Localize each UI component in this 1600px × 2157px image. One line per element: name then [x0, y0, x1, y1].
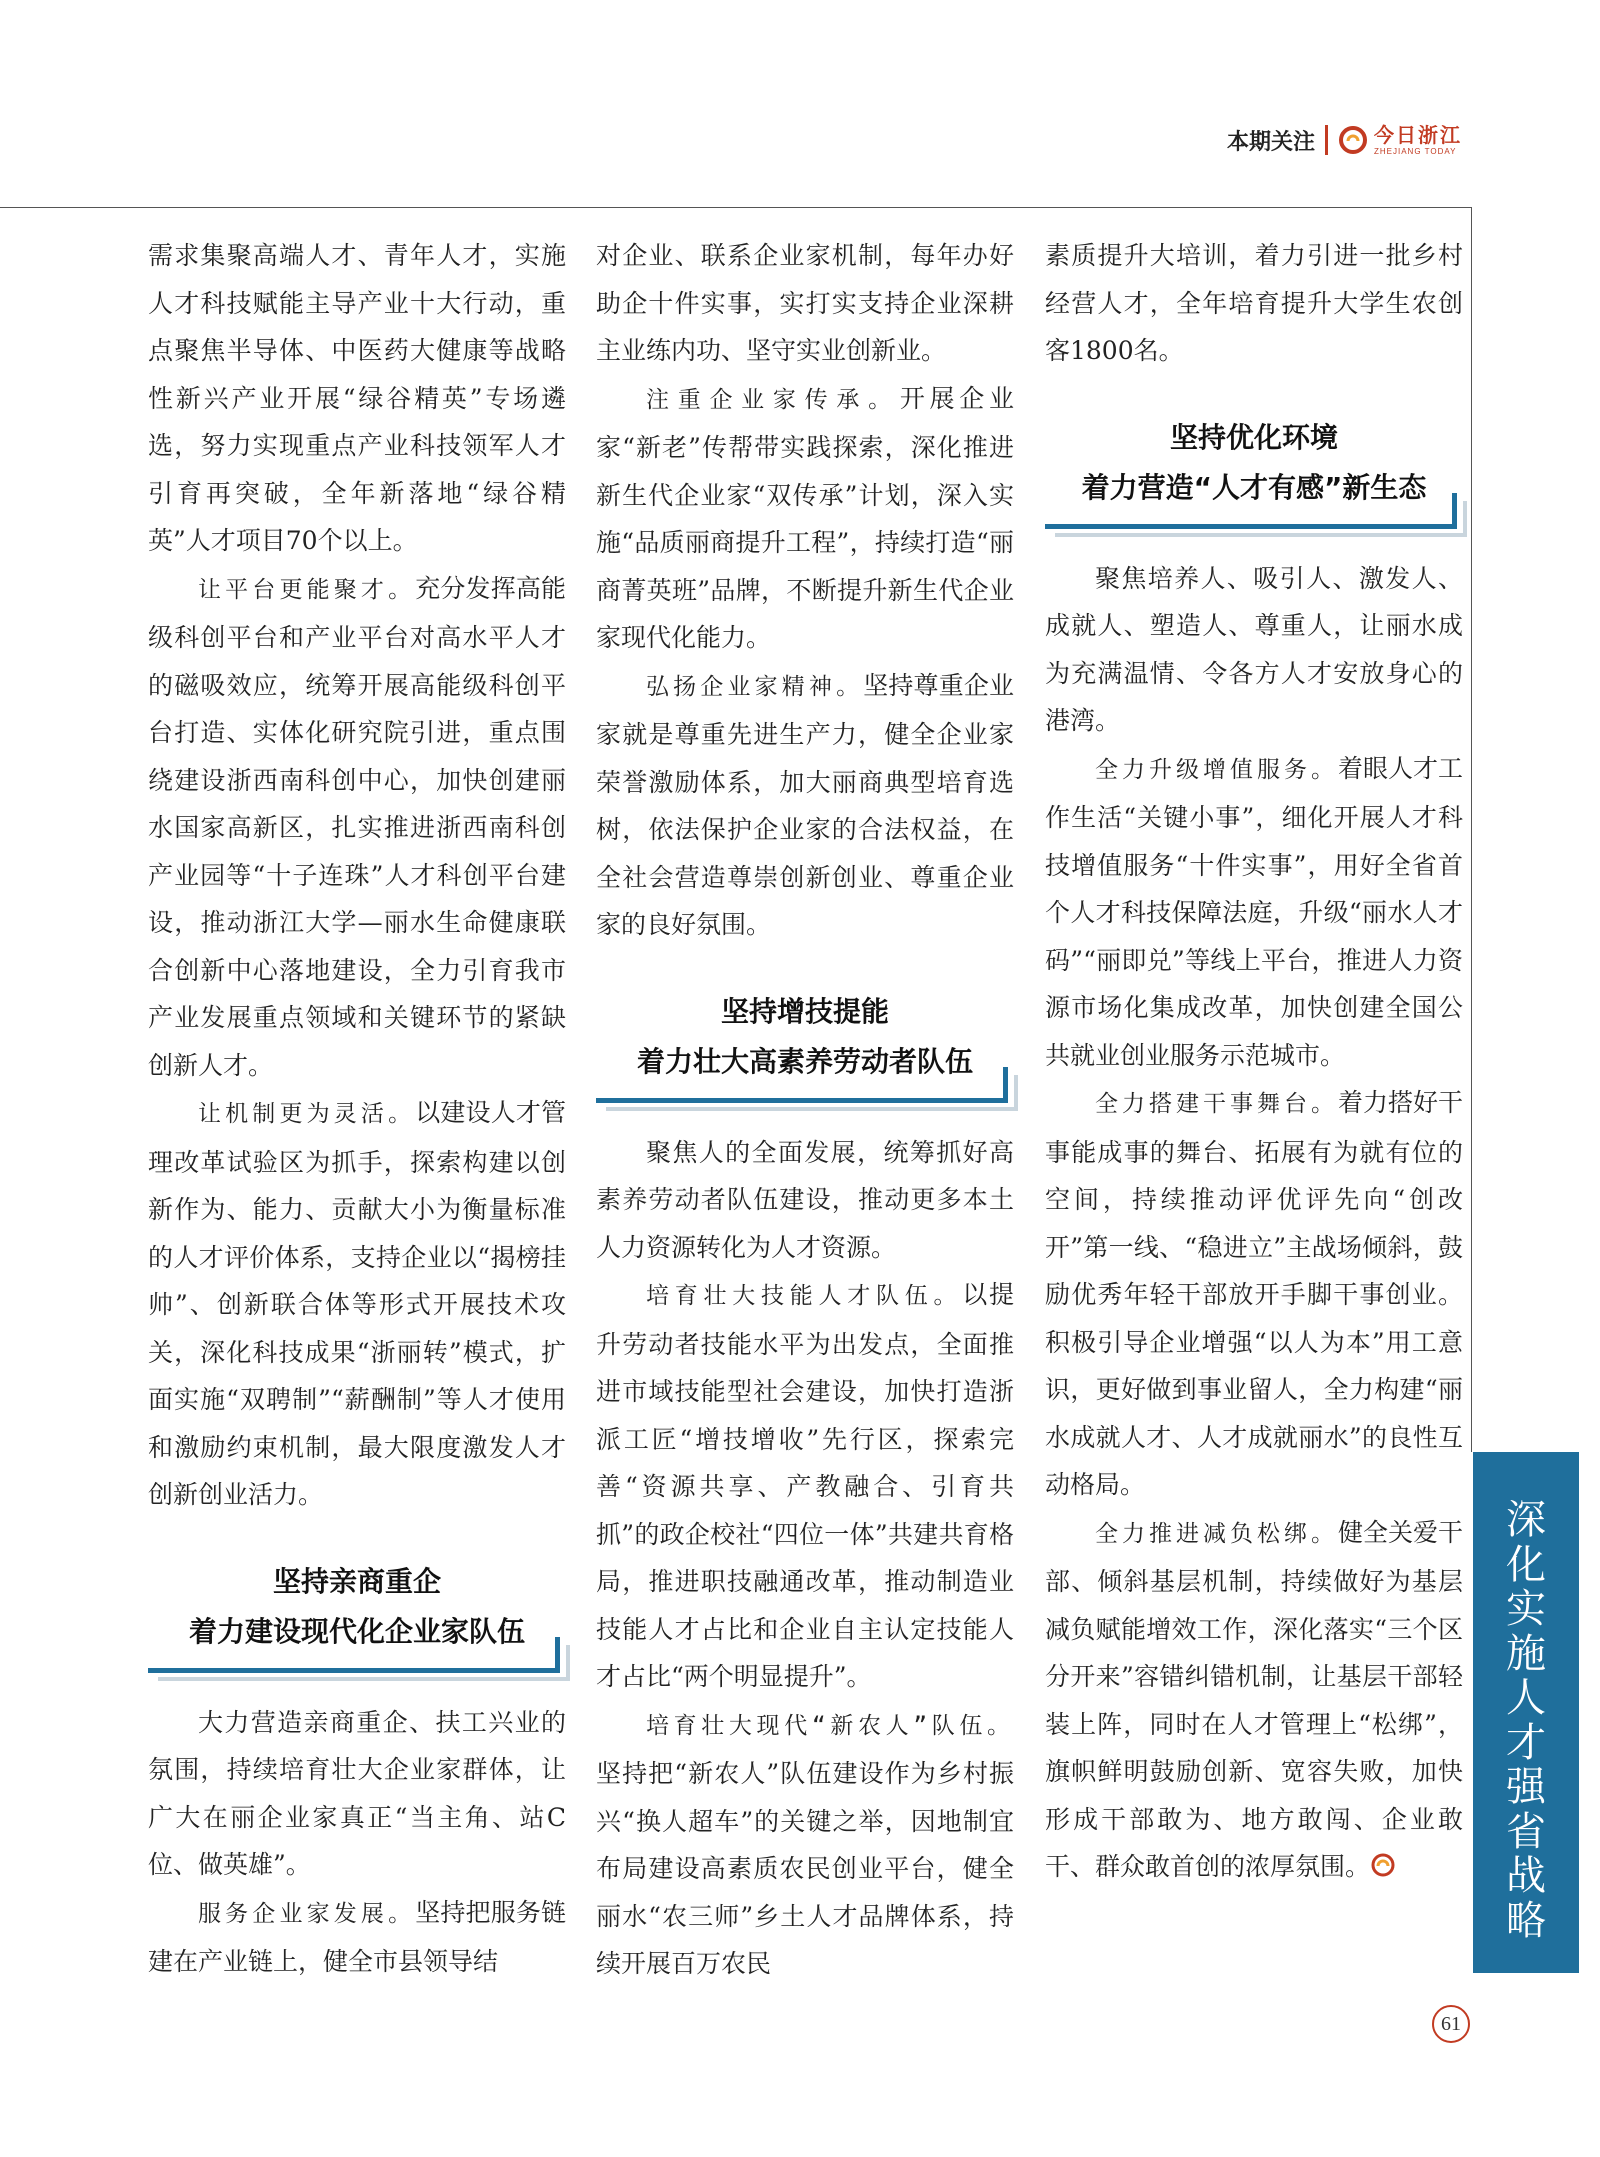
paragraph-lead: 全力推进减负松绑。: [1095, 1520, 1338, 1547]
column-3: [1045, 232, 1463, 1891]
paragraph: 聚焦人的全面发展，统筹抓好高素养劳动者队伍建设，推动更多本土人力资源转化为人才资源。: [596, 1137, 1014, 1262]
heading-corner: [555, 1637, 560, 1673]
logo-text-cn: 今日浙江: [1374, 122, 1462, 147]
paragraph: 注重企业家传承。开展企业家“新老”传帮带实践探索，深化推进新生代企业家“双传承”计划，深入实施“品质丽商提升工程”，持续打造“丽商菁英班”品牌，不断提升新生代企业家现代化能力。: [596, 383, 1014, 652]
logo-swirl-icon: [1338, 125, 1368, 155]
paragraph: 素质提升大培训，着力引进一批乡村经营人才，全年培育提升大学生农创客1800名。: [1045, 241, 1463, 365]
paragraph-lead: 弘扬企业家精神。: [646, 673, 864, 700]
paragraph: 全力升级增值服务。着眼人才工作生活“关键小事”，细化开展人才科技增值服务“十件实事”，用好全省首个人才科技保障法庭，升级“丽水人才码”“丽即兑”等线上平台，推进人力资源市场化集成改革，加快创建全国公共就业创业服务示范城市。: [1045, 753, 1464, 1070]
section-side-tab: [1473, 1452, 1579, 1973]
paragraph-lead: 让机制更为灵活。: [198, 1101, 416, 1127]
paragraph-lead: 注重企业家传承。: [646, 386, 900, 413]
heading-line-2: 着力营造“人才有感”新生态: [1081, 470, 1427, 504]
paragraph: 服务企业家发展。坚持把服务链建在产业链上，健全市县领导结: [148, 1897, 566, 1976]
heading-underline: [596, 1098, 1008, 1103]
paragraph: 培育壮大现代“新农人”队伍。坚持把“新农人”队伍建设作为乡村振兴“换人超车”的关键之举，因地制宜布局建设高素质农民创业平台，健全丽水“农三师”乡土人才品牌体系，持续开展百万农民: [596, 1712, 1014, 1978]
side-tab-char: 强: [1506, 1764, 1546, 1810]
paragraph-lead: 培育壮大现代“新农人”队伍。: [646, 1712, 1014, 1739]
heading-underline-shadow: [606, 1107, 1018, 1111]
column-2: [596, 232, 1014, 1988]
paragraph-lead: 服务企业家发展。: [198, 1900, 416, 1927]
paragraph: 聚焦培养人、吸引人、激发人、成就人、塑造人、尊重人，让丽水成为充满温情、令各方人才安放身心的港湾。: [1045, 563, 1463, 735]
heading-line-1: 坚持亲商重企: [272, 1564, 441, 1598]
heading-underline: [1045, 524, 1457, 529]
side-tab-char: 省: [1506, 1808, 1546, 1855]
paragraph: 大力营造亲商重企、扶工兴业的氛围，持续培育壮大企业家群体，让广大在丽企业家真正“当主角、站C位、做英雄”。: [148, 1707, 566, 1879]
heading-line-2: 着力建设现代化企业家队伍: [188, 1614, 525, 1648]
heading-corner-shadow: [1463, 501, 1467, 537]
page-header: [1227, 118, 1462, 162]
paragraph: 对企业、联系企业家机制，每年办好助企十件实事，实打实支持企业深耕主业练内功、坚守实业创新业。: [596, 241, 1014, 365]
paragraph: 全力搭建干事舞台。着力搭好干事能成事的舞台、拓展有为就有位的空间，持续推动评优评先向“创改开”第一线、“稳进立”主战场倾斜，鼓励优秀年轻干部放开手脚干事创业。积极引导企业增强“以人为本”用工意识，更好做到事业留人，全力构建“丽水成就人才、人才成就丽水”的良性互动格局。: [1045, 1088, 1464, 1499]
side-tab-char: 深: [1506, 1497, 1546, 1543]
heading-underline: [148, 1668, 560, 1673]
side-tab-char: 实: [1506, 1586, 1546, 1632]
side-tab-char: 人: [1506, 1675, 1546, 1721]
paragraph: 让机制更为灵活。以建设人才管理改革试验区为抓手，探索构建以创新作为、能力、贡献大小为衡量标准的人才评价体系，支持企业以“揭榜挂帅”、创新联合体等形式开展技术攻关，深化科技成果“浙丽转”模式，扩面实施“双聘制”“薪酬制”等人才使用和激励约束机制，最大限度激发人才创新创业活力。: [148, 1098, 566, 1509]
paragraph-lead: 全力搭建干事舞台。: [1095, 1091, 1338, 1117]
paragraph-lead: 全力升级增值服务。: [1095, 756, 1338, 783]
paragraph-lead: 让平台更能聚才。: [198, 576, 416, 603]
logo-text-en: ZHEJIANG TODAY: [1374, 146, 1457, 156]
side-tab-char: 化: [1506, 1541, 1546, 1588]
header-divider: [1325, 125, 1328, 155]
paragraph: 培育壮大技能人才队伍。以提升劳动者技能水平为出发点，全面推进市域技能型社会建设，加快打造浙派工匠“增技增收”先行区，探索完善“资源共享、产教融合、引育共抓”的政企校社“四位一体”共建共育格局，推进职技融通改革，推动制造业技能人才占比和企业自主认定技能人才占比“两个明显提升”。: [596, 1280, 1014, 1691]
heading-corner: [1003, 1067, 1008, 1103]
side-tab-char: 才: [1506, 1719, 1546, 1766]
section-heading: [596, 987, 1014, 1103]
magazine-logo: [1338, 122, 1462, 156]
frame-top-line: [0, 207, 1472, 208]
column-1: [148, 232, 566, 1986]
heading-line-1: 坚持优化环境: [1169, 420, 1338, 454]
paragraph: 弘扬企业家精神。坚持尊重企业家就是尊重先进生产力，健全企业家荣誉激励体系，加大丽商典型培育选树，依法保护企业家的合法权益，在全社会营造尊崇创新创业、尊重企业家的良好氛围。: [596, 670, 1014, 939]
page-number: 61: [1432, 2005, 1470, 2043]
heading-line-1: 坚持增技提能: [720, 994, 889, 1028]
article-end-icon: [1370, 1852, 1396, 1878]
heading-line-2: 着力壮大高素养劳动者队伍: [636, 1044, 973, 1078]
heading-underline-shadow: [158, 1677, 570, 1681]
paragraph: 需求集聚高端人才、青年人才，实施人才科技赋能主导产业十大行动，重点聚焦半导体、中医药大健康等战略性新兴产业开展“绿谷精英”专场遴选，努力实现重点产业科技领军人才引育再突破，全年新落地“绿谷精英”人才项目70个以上。: [148, 241, 566, 555]
heading-corner: [1452, 493, 1457, 529]
section-heading: [1045, 413, 1463, 529]
side-tab-char: 略: [1506, 1897, 1546, 1944]
side-tab-char: 战: [1506, 1853, 1546, 1899]
section-heading: [148, 1557, 566, 1673]
paragraph: 让平台更能聚才。充分发挥高能级科创平台和产业平台对高水平人才的磁吸效应，统筹开展高能级科创平台打造、实体化研究院引进，重点围绕建设浙西南科创中心，加快创建丽水国家高新区，扎实推进浙西南科创产业园等“十子连珠”人才科创平台建设，推动浙江大学—丽水生命健康联合创新中心落地建设，全力引育我市产业发展重点领域和关键环节的紧缺创新人才。: [148, 573, 566, 1080]
paragraph-lead: 培育壮大技能人才队伍。: [646, 1283, 963, 1309]
frame-right-line: [1471, 207, 1472, 1452]
heading-corner-shadow: [566, 1645, 570, 1681]
side-tab-title: [1473, 1498, 1579, 1943]
section-name: 本期关注: [1226, 129, 1315, 155]
side-tab-char: 施: [1506, 1630, 1546, 1677]
paragraph: 全力推进减负松绑。健全关爱干部、倾斜基层机制，持续做好为基层减负赋能增效工作，深化落实“三个区分开来”容错纠错机制，让基层干部轻装上阵，同时在人才管理上“松绑”，旗帜鲜明鼓励创新、宽容失败，加快形成干部敢为、地方敢闯、企业敢干、群众敢首创的浓厚氛围。: [1045, 1517, 1464, 1881]
heading-corner-shadow: [1014, 1075, 1018, 1111]
heading-underline-shadow: [1055, 533, 1467, 537]
